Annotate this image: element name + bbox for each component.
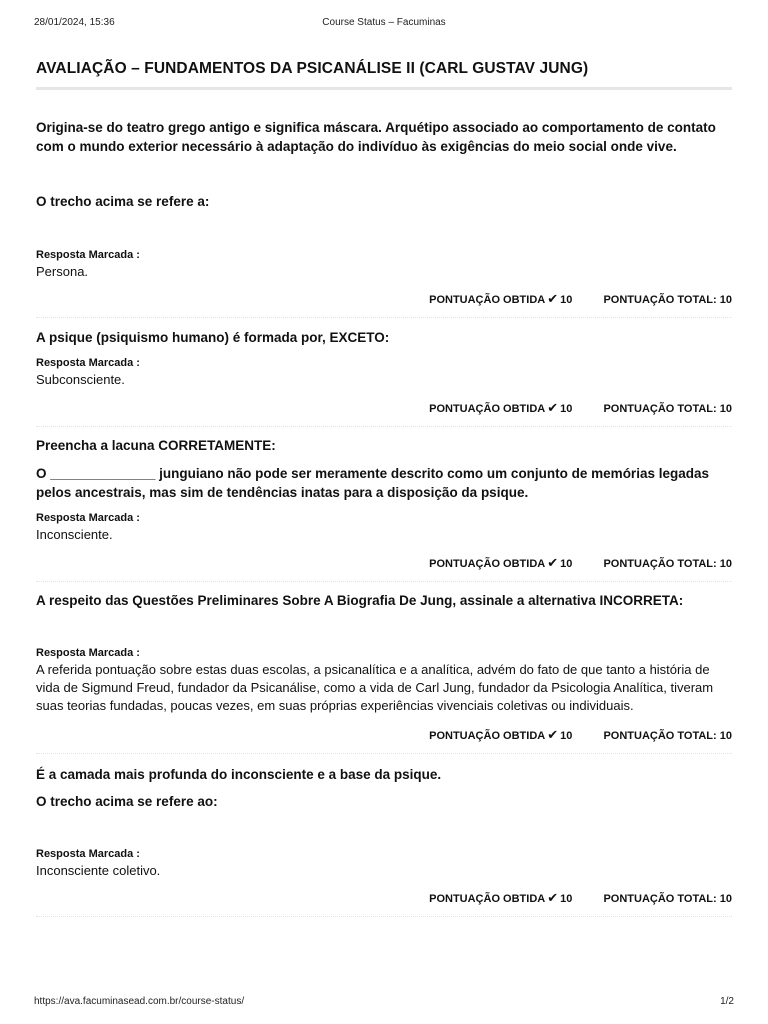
score-obtained-value: 10 xyxy=(560,893,573,905)
question-text: É a camada mais profunda do inconsciente e a base da psique. xyxy=(36,767,442,782)
check-icon: ✔ xyxy=(547,890,559,905)
score-total-value: 10 xyxy=(719,893,732,905)
question-divider xyxy=(36,317,732,318)
score-total-value: 10 xyxy=(719,294,732,306)
answer-label: Resposta Marcada : xyxy=(36,848,140,860)
score-total-label: PONTUAÇÃO TOTAL: xyxy=(603,893,717,905)
question-divider xyxy=(36,581,732,582)
score-row xyxy=(429,555,732,571)
score-total-label: PONTUAÇÃO TOTAL: xyxy=(603,294,717,306)
score-row xyxy=(429,890,732,906)
score-total-label: PONTUAÇÃO TOTAL: xyxy=(603,730,717,742)
marked-answer: Subconsciente. xyxy=(36,372,125,387)
score-total-value: 10 xyxy=(719,730,732,742)
score-obtained-label: PONTUAÇÃO OBTIDA xyxy=(429,893,546,905)
score-obtained-label: PONTUAÇÃO OBTIDA xyxy=(429,558,546,570)
question-card-5 xyxy=(36,765,732,920)
score-obtained-value: 10 xyxy=(560,558,573,570)
score-obtained-label: PONTUAÇÃO OBTIDA xyxy=(429,403,546,415)
score-row xyxy=(429,291,732,307)
question-prompt: O ______________ junguiano não pode ser meramente descrito como um conjunto de memórias legadas pelos ancestrais, mas sim de tendências inatas para a disposição da psique. xyxy=(36,466,709,500)
answer-label: Resposta Marcada : xyxy=(36,647,140,659)
question-text: A respeito das Questões Preliminares Sobre A Biografia De Jung, assinale a alternativa INCORRETA: xyxy=(36,593,684,608)
question-card-1 xyxy=(36,118,732,320)
print-footer xyxy=(34,996,734,1010)
answer-label: Resposta Marcada : xyxy=(36,512,140,524)
score-total-label: PONTUAÇÃO TOTAL: xyxy=(603,403,717,415)
question-text: A psique (psiquismo humano) é formada por, EXCETO: xyxy=(36,330,390,345)
score-obtained-value: 10 xyxy=(560,403,573,415)
score-total-label: PONTUAÇÃO TOTAL: xyxy=(603,558,717,570)
print-page-title: Course Status – Facuminas xyxy=(322,17,446,28)
page-title: AVALIAÇÃO – FUNDAMENTOS DA PSICANÁLISE II (CARL GUSTAV JUNG) xyxy=(36,60,589,77)
print-datetime: 28/01/2024, 15:36 xyxy=(34,17,115,28)
question-card-3 xyxy=(36,436,732,583)
check-icon: ✔ xyxy=(547,400,559,415)
score-total-value: 10 xyxy=(719,558,732,570)
score-obtained-label: PONTUAÇÃO OBTIDA xyxy=(429,730,546,742)
marked-answer: Inconsciente. xyxy=(36,527,113,542)
question-text: Origina-se do teatro grego antigo e significa máscara. Arquétipo associado ao comportamento de contato com o mundo exterior necessário à adaptação do indivíduo às exigências do meio social onde vive. xyxy=(36,120,716,154)
score-total-value: 10 xyxy=(719,403,732,415)
score-row xyxy=(429,400,732,416)
question-divider xyxy=(36,426,732,427)
score-obtained-value: 10 xyxy=(560,730,573,742)
print-url: https://ava.facuminasead.com.br/course-status/ xyxy=(34,996,245,1007)
marked-answer: Inconsciente coletivo. xyxy=(36,863,161,878)
score-row xyxy=(429,727,732,743)
answer-label: Resposta Marcada : xyxy=(36,249,140,261)
score-obtained-label: PONTUAÇÃO OBTIDA xyxy=(429,294,546,306)
score-obtained-value: 10 xyxy=(560,294,573,306)
question-text: Preencha a lacuna CORRETAMENTE: xyxy=(36,438,276,453)
question-card-2 xyxy=(36,328,732,428)
check-icon: ✔ xyxy=(547,555,559,570)
question-divider xyxy=(36,916,732,917)
answer-label: Resposta Marcada : xyxy=(36,357,140,369)
check-icon: ✔ xyxy=(547,291,559,306)
question-prompt: O trecho acima se refere ao: xyxy=(36,794,218,809)
check-icon: ✔ xyxy=(547,727,559,742)
question-prompt: O trecho acima se refere a: xyxy=(36,194,210,209)
print-header xyxy=(34,17,734,31)
question-card-4 xyxy=(36,591,732,757)
question-divider xyxy=(36,753,732,754)
marked-answer: A referida pontuação sobre estas duas escolas, a psicanalítica e a analítica, advém do fato de que tanto a história de vida de Sigmund Freud, fundador da Psicanálise, como a vida de Carl Jung, fundador da Psicologia Analítica, tiveram suas teorias fundadas, poucas vezes, em suas próprias experiências vivenciais coletivas ou individuais. xyxy=(36,662,714,713)
title-divider xyxy=(36,87,732,90)
marked-answer: Persona. xyxy=(36,264,89,279)
print-page-number: 1/2 xyxy=(720,996,734,1007)
